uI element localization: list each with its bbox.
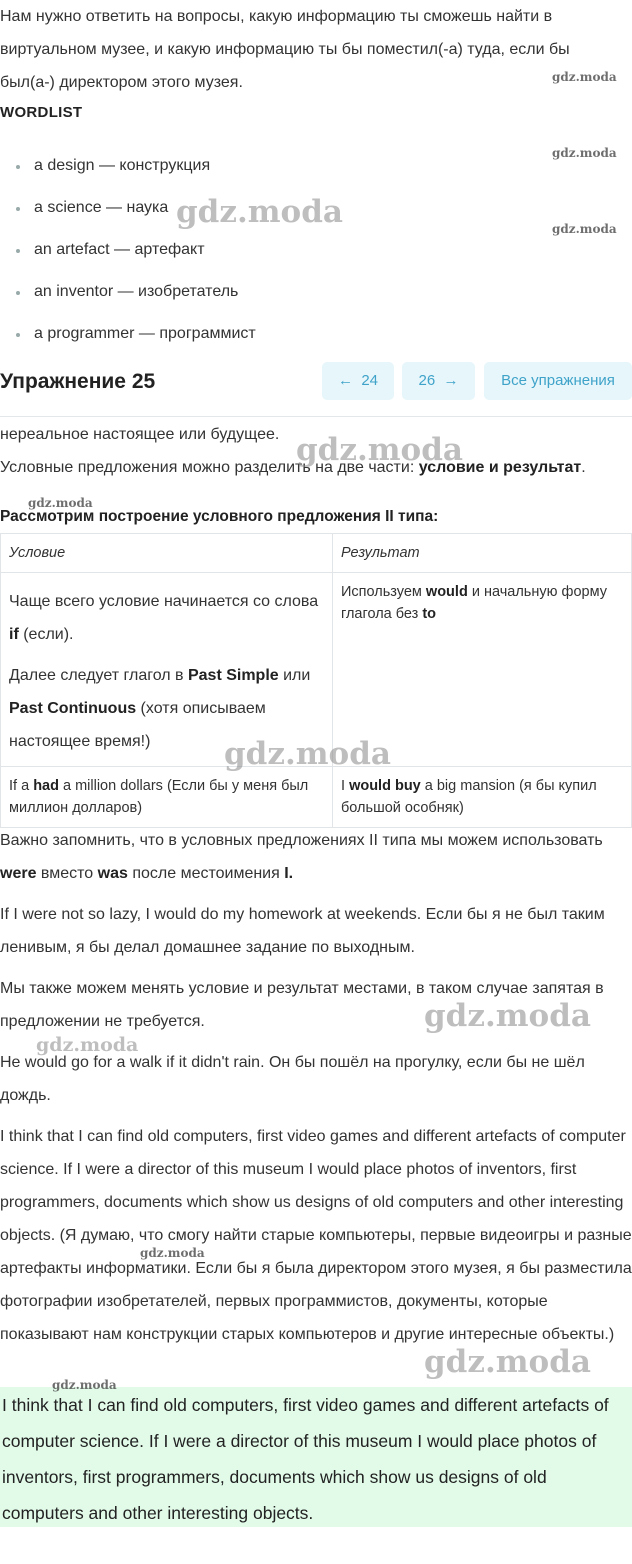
prev-exercise-button[interactable] [322,362,394,400]
intro-line: виртуальном музее, и какую информацию ты бы поместил(-а) туда, если бы [0,41,570,58]
table-header-row [1,534,632,573]
answer-text: I think that I can find old computers, first video games and different artefacts of computer science. If I were a director of this museum I would place photos of inventors, first programmers, documents which show us designs of old computers and other interesting objects. [2,1395,609,1523]
table-cell: If a had a million dollars (Если бы у меня был миллион долларов) [1,767,333,828]
wordlist [0,147,256,357]
watermark: gdz.moda [552,222,617,236]
exercise-title: Упражнение 25 [0,370,156,393]
solution-body [0,824,632,1359]
solution-paragraph: нереальное настоящее или будущее. [0,426,280,443]
watermark: gdz.moda [224,736,391,772]
all-exercises-button[interactable]: Все упражнения [484,362,632,400]
wordlist-item: an inventor — изобретатель [0,273,256,315]
watermark: gdz.moda [424,1344,591,1380]
table-header-cell: Результат [333,534,632,573]
wordlist-title: WORDLIST [0,104,83,121]
solution-paragraph: He would go for a walk if it didn't rain. Он бы пошёл на прогулку, если бы не шёл дождь. [0,1054,585,1104]
watermark: gdz.moda [52,1378,117,1392]
intro-line: Нам нужно ответить на вопросы, какую информацию ты сможешь найти в [0,8,553,25]
table-cell: I would buy a big mansion (я бы купил большой особняк) [333,767,632,828]
table-row [1,767,632,828]
watermark: gdz.moda [552,146,617,160]
arrow-left-icon: ← [337,372,353,389]
next-exercise-button[interactable] [402,362,475,400]
table-header-cell: Условие [1,534,333,573]
arrow-right-icon: → [443,372,459,389]
section-heading: Рассмотрим построение условного предложения II типа: [0,508,439,525]
solution-paragraph: I think that I can find old computers, first video games and different artefacts of computer science. If I were a director of this museum I would place photos of inventors, first programmers, documents which show us designs of old computers and other interesting objects. (Я думаю, что смогу найти старые компьютеры, первые видеоигры и разные артефакты информатики. Если бы я была директором этого музея, я бы разместила фотографии изобретателей, первых программистов, документы, которые показывают нам конструкции старых компьютеров и другие интересные объекты.) [0,1128,632,1343]
solution-paragraph: If I were not so lazy, I would do my homework at weekends. Если бы я не был таким ленивым, я бы делал домашнее задание по выходным. [0,906,605,956]
exercise-header [0,362,632,404]
solution-paragraph: Условные предложения можно разделить на две части: условие и результат. [0,459,586,476]
intro-text [0,0,632,99]
wordlist-item: a programmer — программист [0,315,256,357]
wordlist-item: an artefact — артефакт [0,231,256,273]
watermark: gdz.moda [552,70,617,84]
watermark: gdz.moda [36,1034,139,1056]
table-cell: Чаще всего условие начинается со слова if (если). Далее следует глагол в Past Simple или Past Continuous (хотя описываем настоящее время!) [1,573,333,767]
wordlist-item: a science — наука [0,189,256,231]
wordlist-item: a design — конструкция [0,147,256,189]
prev-exercise-label: 24 [361,372,379,389]
table-cell: Используем would и начальную форму глагола без to [333,573,632,767]
answer-block [0,1387,632,1527]
watermark: gdz.moda [28,496,93,510]
intro-line: был(а-) директором этого музея. [0,74,243,91]
divider [0,416,632,417]
grammar-table [0,533,632,828]
next-exercise-label: 26 [418,372,436,389]
watermark: gdz.moda [176,194,343,230]
watermark: gdz.moda [140,1246,205,1260]
solution-paragraph: Важно запомнить, что в условных предложениях II типа мы можем использовать were вместо was после местоимения I. [0,832,603,882]
solution-paragraph: Мы также можем менять условие и результат местами, в таком случае запятая в предложении не требуется. [0,980,604,1030]
watermark: gdz.moda [296,432,463,468]
watermark: gdz.moda [424,998,591,1034]
